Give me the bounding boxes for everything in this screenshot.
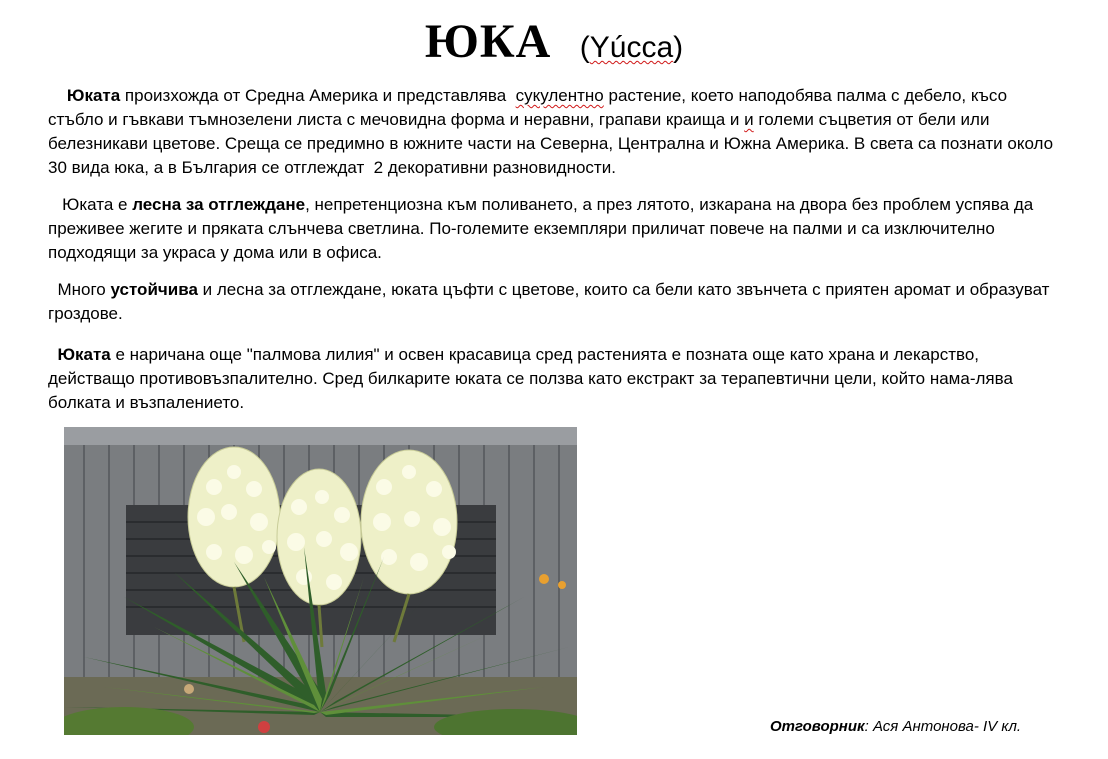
paragraph-care	[48, 193, 1063, 265]
yucca-photo	[64, 427, 577, 735]
p2-bold: лесна за отглеждане	[132, 195, 306, 214]
p4-bold: Юката	[57, 345, 111, 364]
p1-spell-mark-a: сукулентно	[515, 86, 604, 105]
p1-indent	[48, 86, 67, 105]
p3-bold: устойчива	[110, 280, 198, 299]
signature-role: Отговорник	[770, 718, 865, 735]
p2-text: , непретенциозна към поливането, а през лятото, изкарана на двора без проблем успява да преживее жегите и пряката слънчева светлина. По-големите екземпляри приличат повече на палми и са изключително подходящи за украса у дома или в офиса.	[48, 195, 1034, 262]
p3-lead: Много	[48, 280, 111, 299]
shed-roof	[64, 427, 577, 445]
p1-text-b: растение, което наподобява палма с дебело, късо стъбло и гъвкави тъмнозелени листа с мечовидна форма и неравни, грапави краища и	[48, 86, 1008, 129]
signature-name: : Ася Антонова- IV кл.	[864, 718, 1022, 735]
p1-text-a: произхожда от Средна Америка и представлява	[120, 86, 516, 105]
yucca-illustration	[64, 427, 577, 735]
p1-bold: Юката	[66, 86, 121, 105]
title-main: ЮКА	[424, 15, 552, 68]
p2-lead: Юката е	[48, 195, 133, 214]
signature-line	[770, 718, 1021, 735]
title-latin-wrapper: (Yúcca)	[579, 31, 684, 64]
paragraph-origin	[48, 84, 1063, 180]
p1-spell-mark-b: и	[744, 110, 754, 129]
p4-text: е наричана още "палмова лилия" и освен красавица сред растенията е позната още като храна и лекарство, действащо противовъзпалително. Сред билкарите юката се ползва като екстракт за терапевтични цели, който нама-лява болката и възпалението.	[48, 345, 1013, 412]
p1-text-c: големи съцветия от бели или белезникави цветове. Среща се предимно в южните части на Северна, Централна и Южна Америка. В света са познати около 30 вида юка, а в България се отглеждат 2 декоративни разновидности.	[48, 110, 1058, 177]
page-title	[0, 14, 1108, 69]
p3-text: и лесна за отглеждане, юката цъфти с цветове, които са бели като звънчета с приятен аромат и образуват гроздове.	[48, 280, 1050, 323]
title-latin-name: Yúcca	[589, 31, 674, 64]
paragraph-uses	[48, 343, 1063, 415]
paragraph-flowers	[48, 278, 1063, 326]
